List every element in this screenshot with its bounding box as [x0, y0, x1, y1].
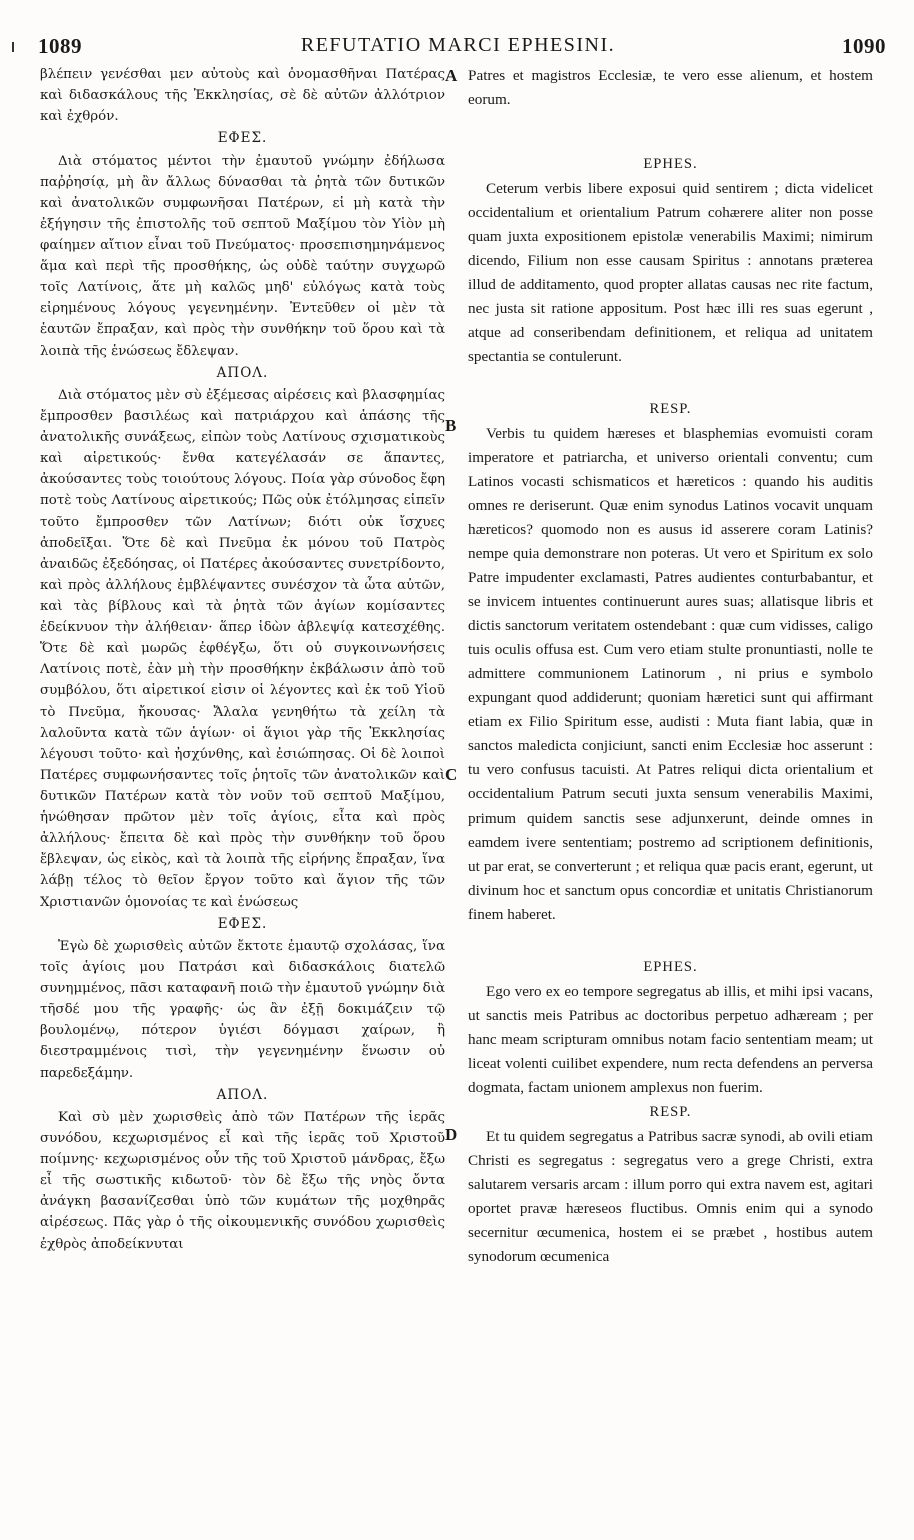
latin-speaker-resp-1: RESP.: [649, 401, 692, 418]
latin-paragraph-resp-1: Verbis tu quidem hæreses et blasphemias evomuisti coram imperatore et patriarcha, et universo orientali conventu; cum Latinos vocasti schismaticos et hæreticos : quando his auditis omnes re deriserunt. Quæ enim synodus Latinos vocavit unquam hæreticos? quomodo non es ausus id asserere coram Latinis? nempe quia demonstrare non poteras. Ut vero et Spiritum ex solo Patre impudenter exclamasti, Patres audientes conturbabantur, et se invicem intuentes continuerunt aures suas; allatisque libris et dictis sanctorum veritatem ostendebant : quæ cum vidisses, caligo tuis oculis offusa est. Cum vero etiam stulte pronuntiasti, nolle te admittere communionem Latinorum , ni prius e symbolo expungant quod addiderunt; quoniam hæretici sunt qui affirmant etiam ex Filio Spiritum esse, audisti : Muta fiant labia, quæ in sanctos maledicta conjiciunt, sancti enim Ecclesiæ hoc asserunt : tu vero confusus tacuisti. At Patres reliqui dicta orientalium et occidentalium Patrum secuti juxta sensum venerabilis Maximi, primum quidem sanctis sese adjunxerunt, deinde omnes in eamdem ivere sententiam; postremo ad scriptionem definitionis, ut par erat, se converterunt ; et reliqua quæ pacis erant, egerunt, ut divinum hoc et sanctum opus concordiæ et unitatis Christianorum finem haberet.: [468, 425, 873, 923]
latin-paragraph-resp-2: Et tu quidem segregatus a Patribus sacræ synodi, ab ovili etiam Christi es segregatus : segregatus vero a grege Christi, extra salutarem versaris arcam : illum porro qui extra navem est, agitari oportet pravæ hæreseos fluctibus. Omnis enim qui a synodo secernitur œcumenica, hostem ei se præbet , hostibus autem synodorum œcumenica: [468, 1127, 873, 1265]
greek-speaker-ephes-1: ΕΦΕΣ.: [217, 130, 268, 147]
greek-paragraph-ephes-2: Ἐγὼ δὲ χωρισθεὶς αὐτῶν ἔκτοτε ἐμαυτῷ σχολάσας, ἵνα τοῖς ἁγίοις μου Πατράσι καὶ διδασκάλοις διατελῶ συνημμένος, πᾶσι καταφανῆ ποιῶ τὴν ἐμαυτοῦ γνώμην διὰ τῆσδέ μου τῆς γραφῆς· ὡς ἂν ἐξῇ δοκιμάζειν τῷ βουλομένῳ, πότερον ὑγιέσι δόγμασι χαίρων, ἢ διεστραμμένοις τισὶ, τὴν γεγενημένην ἕνωσιν οὐ παρεδεξάμην.: [40, 938, 445, 1081]
greek-speaker-ephes-2: ΕΦΕΣ.: [217, 915, 268, 932]
running-title: REFUTATIO MARCI EPHESINI.: [300, 34, 616, 56]
greek-speaker-apol-1: ΑΠΟΛ.: [216, 364, 269, 381]
section-marker-c: C: [445, 765, 458, 784]
running-header: [30, 34, 886, 64]
section-marker-a: A: [445, 66, 458, 85]
section-marker-b: B: [445, 416, 457, 435]
latin-speaker-ephes-1: EPHES.: [643, 156, 698, 173]
greek-intro: βλέπειν γενέσθαι μεν αὐτοὺς καὶ ὀνομασθῆναι Πατέρας καὶ διδασκάλους τῆς Ἐκκλησίας, σὲ δὲ αὐτῶν ἀλλότριον καὶ ἐχθρόν.: [40, 67, 445, 125]
latin-speaker-resp-2: RESP.: [649, 1103, 692, 1120]
greek-paragraph-apol-2: Καὶ σὺ μὲν χωρισθεὶς ἀπὸ τῶν Πατέρων τῆς ἱερᾶς συνόδου, κεχωρισμένος εἶ καὶ τῆς ἱερᾶς τοῦ Χριστοῦ ποίμνης· κεχωρισμένος οὖν τῆς τοῦ Χριστοῦ μάνδρας, ἔξω εἶ τῆς σωστικῆς κιδωτοῦ· τὸν δὲ ἔξω τῆς νηὸς ὄντα ἀνάγκη βασανίζεσθαι ὑπὸ τῶν κυμάτων τῆς μοχθηρᾶς αἱρέσεως. Πᾶς γὰρ ὁ τῆς οἰκουμενικῆς συνόδου χωρισθεὶς ἐχθρὸς ἀποδείκνυται: [40, 1109, 445, 1252]
greek-column: [40, 64, 445, 1520]
column-number-left: 1089: [38, 34, 82, 58]
latin-paragraph-ephes-1: Ceterum verbis libere exposui quid sentirem ; dicta videlicet occidentalium et orientalium Patrum cohærere aliter non posse quam juxta expositionem epistolæ venerabilis Maximi; nimirum dicendo, Filium non esse causam Spiritus : annotans præterea illud de additamento, quod propter allatas causas nec rite factum, nec justa sit ratione appositum. Post hæc illi res suas egerunt , atque ad conseribendam definitionem, et reliqua ad unitatem spectantia se contulerunt.: [468, 180, 873, 366]
greek-paragraph-apol-1: Διὰ στόματος μὲν σὺ ἐξέμεσας αἱρέσεις καὶ βλασφημίας ἔμπροσθεν βασιλέως καὶ πατριάρχου καὶ ἁπάσης τῆς ἀνατολικῆς συνάξεως, εἰπὼν τοὺς Λατίνους σχισματικοὺς καὶ αἱρετικούς· ἔνθα κατεγέλασάν σε ἅπαντες, ἀκούσαντες τοὺς τοιούτους λόγους. Ποία γὰρ σύνοδος ἔφη ποτὲ τοὺς Λατίνους αἱρετικούς; Πῶς οὐκ ἐτόλμησας εἰπεῖν τοῦτο ἔμπροσθεν τῶν Λατίνων; διότι οὐκ ἴσχυες ἀποδεῖξαι. Ὅτε δὲ καὶ Πνεῦμα ἐκ μόνου τοῦ Πατρὸς ἀναιδῶς ἐξεδόησας, οἱ Πατέρες ἀκούσαντες συνετρίδοντο, καὶ πρὸς ἀλλήλους ἐμβλέψαντες συνέσχον τὰ ὦτα αὐτῶν, καὶ τὰς βίβλους καὶ τὰ ῥητὰ τῶν ἁγίων κομίσαντες ἐδείκνυον τὴν ἀλήθειαν· ἅπερ ἰδὼν ἀβλεψίᾳ κατεσχέθης. Ὅτε δὲ καὶ μωρῶς ἐφθέγξω, ὅτι οὐ συγκοινωνήσεις Λατίνοις ποτὲ, ἐὰν μὴ τὴν προσθήκην ἐκβάλωσιν ἀπὸ τοῦ συμβόλου, ὅτι αἱρετικοί εἰσιν οἱ λέγοντες καὶ ἐκ τοῦ Υἱοῦ τὸ Πνεῦμα, ἤκουσας· Ἄλαλα γενηθήτω τὰ χείλη τὰ λαλοῦντα κατὰ τῶν ἁγίων· οἱ ἅγιοι γὰρ τῆς Ἐκκλησίας λέγουσι τοῦτο· καὶ ἠσχύνθης, καὶ ἐσιώπησας. Οἱ δὲ λοιποὶ Πατέρες συμφωνήσαντες τοῖς ῥητοῖς τῶν ἀνατολικῶν καὶ δυτικῶν Πατέρων κατὰ τὸν νοῦν τοῦ σεπτοῦ Μαξίμου, ἡνώθησαν πρῶτον μὲν τοῖς ἁγίοις, εἶτα καὶ πρὸς ἀλλήλους· ἔπειτα δὲ καὶ πρὸς τὴν συνθήκην τοῦ ὅρου ἔβλεψαν, ὡς εἰκὸς, καὶ τὰ λοιπὰ τῆς εἰρήνης ἔπραξαν, ἵνα λάβῃ τέλος τὸ θεῖον ἔργον τοῦτο καὶ ἅγιον τῆς τῶν Χριστιανῶν ὁμονοίας τε καὶ ἑνώσεως: [40, 387, 445, 910]
latin-column: [468, 64, 873, 1520]
greek-paragraph-ephes-1: Διὰ στόματος μέντοι τὴν ἐμαυτοῦ γνώμην ἐδήλωσα παῤῥησίᾳ, μὴ ἂν ἄλλως δύνασθαι τὰ ῥητὰ τῶν δυτικῶν καὶ ἀνατολικῶν συμφωνῆσαι Πατέρων, εἰ μὴ κατὰ τὴν ἐξήγησιν τῆς ἐπιστολῆς τοῦ σεπτοῦ Μαξίμου τὸν Υἱὸν μὴ φαίημεν αἴτιον εἶναι τοῦ Πνεύματος· προσεπισημηνάμενος ἅμα καὶ περὶ τῆς προσθήκης, ὡς οὐδὲ ταύτην συγχωρῶ τοῖς Λατίνοις, ἅτε μὴ καλῶς μηδ' εὐλόγως κατὰ τοὺς εἰρημένους λόγους γεγενημένην. Ἐντεῦθεν οἱ μὲν τὰ ἑαυτῶν ἔπραξαν, καὶ πρὸς τὴν συνθήκην τοῦ ὅρου καὶ τὰ λοιπὰ τῆς ἑνώσεως ἔδλεψαν.: [40, 153, 445, 359]
latin-intro: Patres et magistros Ecclesiæ, te vero esse alienum, et hostem eorum.: [468, 67, 873, 109]
section-marker-d: D: [445, 1125, 458, 1144]
margin-tick: [12, 42, 14, 52]
greek-speaker-apol-2: ΑΠΟΛ.: [216, 1086, 269, 1103]
column-number-right: 1090: [842, 34, 886, 58]
latin-paragraph-ephes-2: Ego vero ex eo tempore segregatus ab illis, et mihi ipsi vacans, ut sanctis meis Patribus ac doctoribus perpetuo adhæream ; per hanc meam scripturam omnibus notam facio sententiam meam; ut liceat volenti cuilibet expendere, num recta defendens an perversa dogmata, factam unionem amplexus non fuerim.: [468, 982, 873, 1096]
latin-speaker-ephes-2: EPHES.: [643, 958, 698, 975]
